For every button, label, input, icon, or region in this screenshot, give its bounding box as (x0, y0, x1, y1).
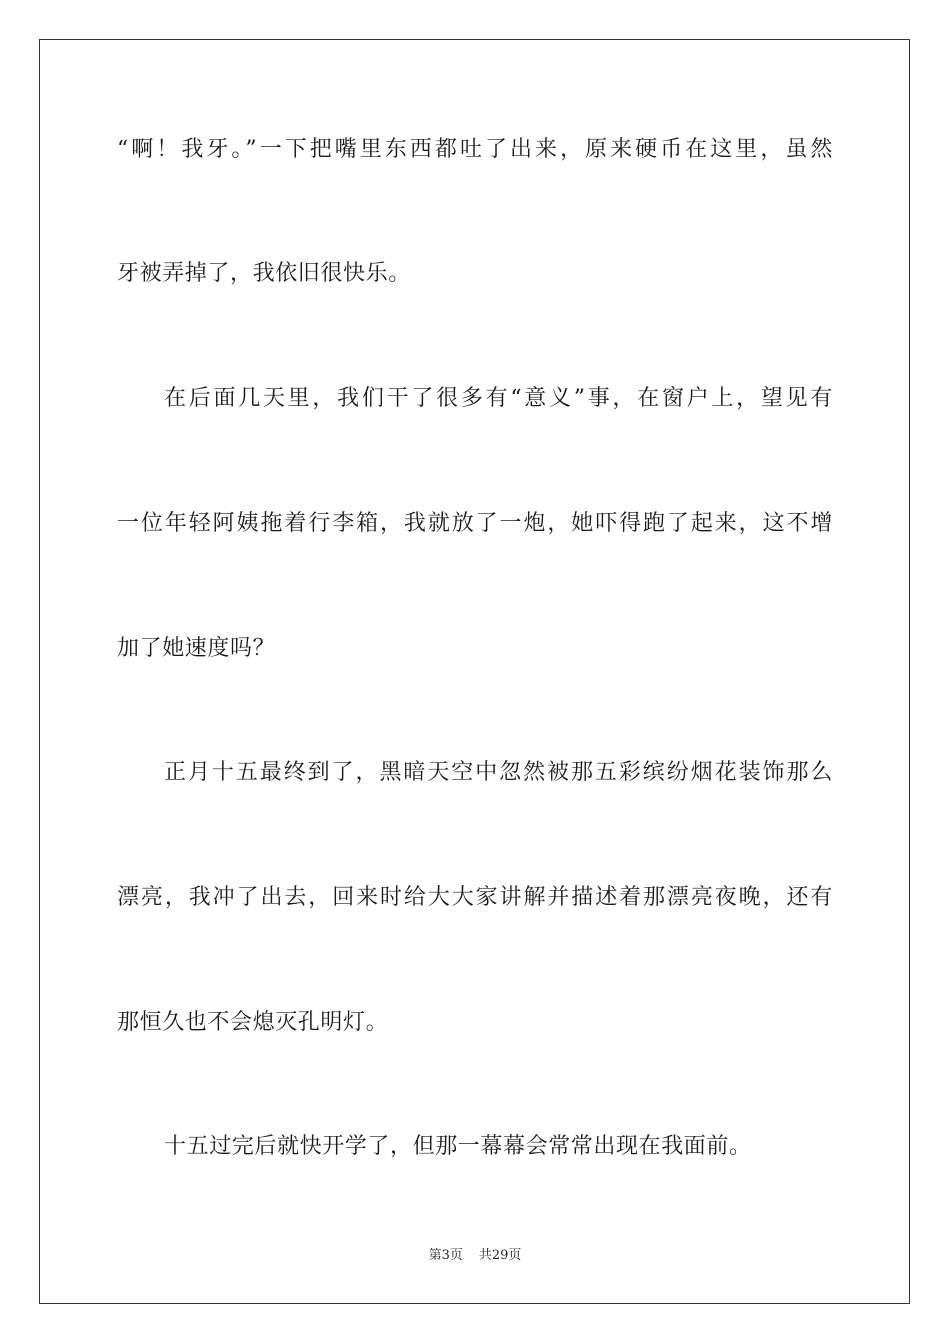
total-pages: 共29页 (478, 1248, 522, 1263)
text-line: 一位年轻阿姨拖着行李箱，我就放了一炮，她吓得跑了起来，这不增 (117, 511, 833, 536)
paragraph-start-line: 在后面几天里，我们干了很多有“意义”事，在窗户上，望见有 (164, 386, 833, 411)
page-number: 第3页 (428, 1248, 463, 1263)
text-line: 漂亮，我冲了出去，回来时给大大家讲解并描述着那漂亮夜晚，还有 (117, 885, 833, 910)
text-line: 那恒久也不会熄灭孔明灯。 (117, 1010, 389, 1035)
text-line: “啊！我牙。”一下把嘴里东西都吐了出来，原来硬币在这里，虽然 (117, 137, 833, 162)
text-line: 牙被弄掉了，我依旧很快乐。 (117, 261, 411, 286)
page-frame (39, 39, 910, 1304)
page-footer (0, 1247, 950, 1265)
paragraph-start-line: 十五过完后就快开学了，但那一幕幕会常常出现在我面前。 (164, 1134, 752, 1159)
text-line: 加了她速度吗？ (117, 636, 276, 661)
paragraph-start-line: 正月十五最终到了，黑暗天空中忽然被那五彩缤纷烟花装饰那么 (164, 760, 833, 785)
